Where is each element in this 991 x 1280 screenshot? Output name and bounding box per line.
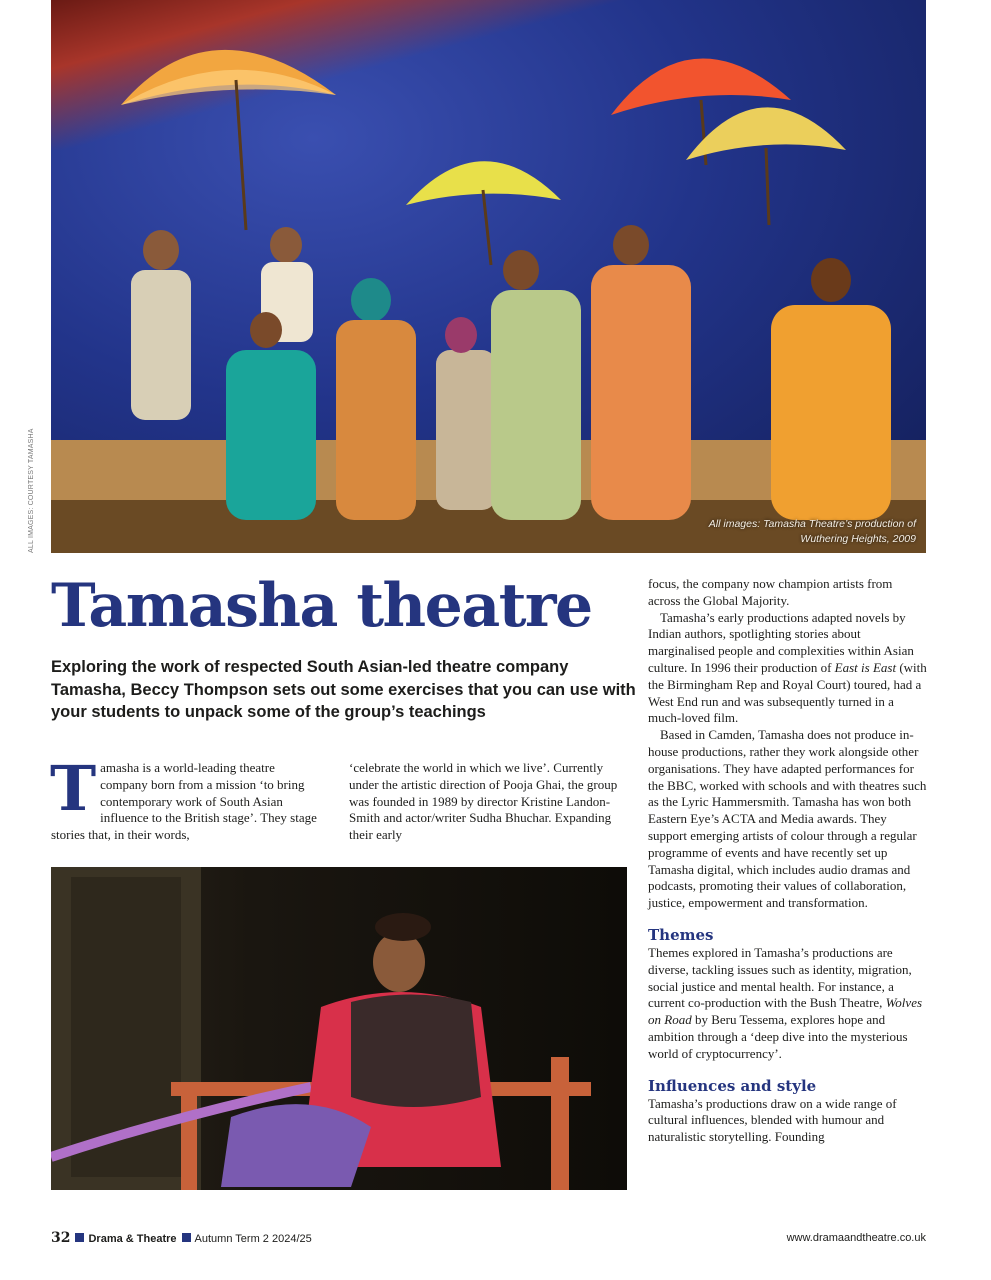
themes-text-1: Themes explored in Tamasha’s productions are diverse, tackling issues such as identity, migration, social justice and mental health. For instance, a current co-production with the Bush Theatre, (648, 944, 912, 1011)
body-column-1 (50, 752, 319, 844)
footer-square-2 (182, 1233, 191, 1242)
standfirst (51, 656, 636, 724)
byline: Beccy Thompson (130, 680, 269, 699)
influences-heading: Influences and style (648, 1076, 817, 1095)
drop-cap: T (50, 752, 97, 825)
photo-credit: ALL IMAGES: COURTESY TAMASHA (28, 428, 35, 553)
standfirst-text-2: sets out some exercises that you can use with your students to unpack some of the group’s teachings (51, 680, 636, 721)
page-number: 32 (51, 1230, 71, 1246)
col3-p2-text-2: (with the Birmingham Rep and Royal Court) toured, had a West End run and was subsequently turned in a much-loved film. (648, 659, 927, 726)
body-column-3 (648, 576, 928, 1146)
col3-p2-text-1: Tamasha’s early productions adapted novels by Indian authors, spotlighting stories about marginalised people and complexities within Asian culture. In 1996 their production of (648, 609, 914, 675)
photo-caption-line2: Wuthering Heights, 2009 (800, 533, 916, 545)
page-footer (51, 1229, 926, 1247)
hero-photo (51, 0, 926, 553)
influences-paragraph: Tamasha’s productions draw on a wide range of cultural influences, blended with humour and naturalistic storytelling. Founding (648, 1095, 897, 1145)
photo-caption-line1: All images: Tamasha Theatre’s production of (708, 518, 916, 530)
col3-p2-title: East is East (834, 659, 897, 675)
issue-label: Autumn Term 2 2024/25 (194, 1233, 312, 1245)
body-column-2 (349, 760, 624, 844)
themes-heading: Themes (648, 925, 714, 944)
body-column-2-text: ‘celebrate the world in which we live’. Currently under the artistic direction of Pooja Ghai, the group was founded in 1989 by director Kristine Landon-Smith and actor/writer Sudha Bhuchar. Expanding their early (349, 760, 618, 843)
themes-paragraph (648, 945, 928, 1063)
performer-illustration (51, 867, 627, 1190)
photo-caption (709, 517, 916, 547)
themes-title: Wolves on Road (648, 995, 923, 1028)
umbrellas-illustration (51, 0, 926, 553)
col3-paragraph-1: focus, the company now champion artists from across the Global Majority. (648, 576, 893, 608)
article-title: Tamasha theatre (51, 571, 592, 641)
body-column-1-text: amasha is a world-leading theatre company born from a mission ‘to bring contemporary work of South Asian influence to the British stage’. They stage stories that, in their words, (51, 760, 317, 843)
themes-text-2: by Beru Tessema, explores hope and ambition through a ‘deep dive into the mysterious world of cryptocurrency’. (648, 1012, 908, 1061)
magazine-name: Drama & Theatre (88, 1233, 177, 1245)
performer-photo (51, 867, 627, 1190)
standfirst-text-1: Exploring the work of respected South Asian-led theatre company Tamasha, (51, 658, 569, 699)
footer-square-1 (75, 1233, 84, 1242)
col3-paragraph-2 (648, 610, 928, 728)
col3-paragraph-3: Based in Camden, Tamasha does not produce in-house productions, rather they work alongside other organisations. They have adapted performances for the BBC, worked with schools and with theatres such as the Lyric Hammersmith. Tamasha has won both Eastern Eye’s ACTA and Media awards. They support emerging artists of colour through a regular programme of events and have recently set up Tamasha digital, which includes audio dramas and podcasts, promoting their values of collaboration, justice, empowerment and transformation. (648, 727, 927, 911)
website-url: www.dramaandtheatre.co.uk (786, 1232, 926, 1244)
